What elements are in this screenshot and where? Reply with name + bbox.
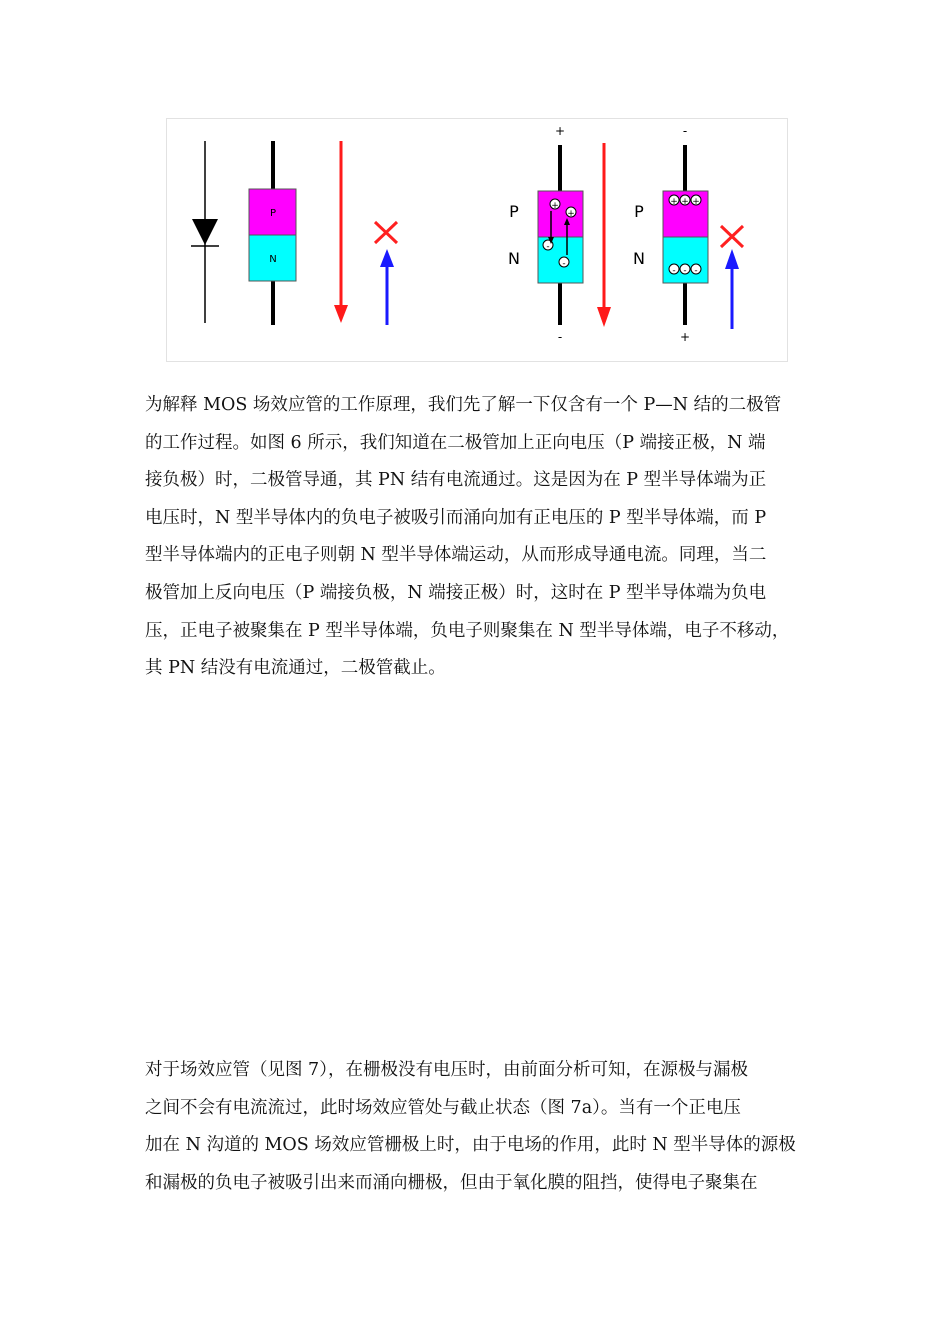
minus-terminal-label: -	[557, 330, 563, 344]
paragraph-diode-explanation	[145, 387, 810, 688]
text-line: 和漏极的负电子被吸引出来而涌向栅极，但由于氧化膜的阻挡，使得电子聚集在	[145, 1172, 758, 1193]
blocked-x-right-icon	[721, 226, 743, 247]
n-region-label: N	[269, 254, 277, 265]
text-line: 为解释 MOS 场效应管的工作原理，我们先了解一下仅含有一个 P—N 结的二极管	[145, 395, 782, 415]
svg-text:-: -	[694, 266, 698, 276]
text-line: 其 PN 结没有电流通过，二极管截止。	[145, 658, 446, 679]
forward-current-arrow-icon	[334, 141, 348, 323]
p-side-label-right: P	[634, 202, 644, 221]
text-line: 电压时，N 型半导体内的负电子被吸引而涌向加有正电压的 P 型半导体端，而 P	[145, 507, 767, 528]
plus-terminal-bottom-label: +	[679, 330, 691, 344]
text-line: 对于场效应管（见图 7），在栅极没有电压时，由前面分析可知，在源极与漏极	[145, 1060, 748, 1080]
minus-terminal-top-label: -	[682, 124, 688, 138]
diode-pn-figure	[166, 118, 788, 362]
pn-junction-reverse	[633, 124, 708, 344]
blocked-current-arrow-icon	[380, 249, 394, 325]
svg-text:-: -	[683, 266, 687, 276]
svg-text:+: +	[670, 197, 678, 207]
p-side-label: P	[509, 202, 519, 221]
svg-text:-: -	[672, 266, 676, 276]
paragraph-fet-explanation	[145, 1052, 810, 1202]
figure-svg	[167, 119, 787, 361]
plus-terminal-label: +	[554, 124, 566, 138]
svg-text:-: -	[546, 242, 550, 252]
p-region-label: P	[269, 208, 277, 219]
svg-text:+: +	[692, 197, 700, 207]
svg-text:+: +	[567, 209, 575, 219]
forward-current-arrow-right-icon	[597, 143, 611, 327]
text-line: 压，正电子被聚集在 P 型半导体端，负电子则聚集在 N 型半导体端，电子不移动，	[145, 620, 790, 641]
text-line: 接负极）时，二极管导通，其 PN 结有电流通过。这是因为在 P 型半导体端为正	[145, 470, 767, 491]
n-side-label-right: N	[633, 249, 645, 268]
text-line: 之间不会有电流流过，此时场效应管处与截止状态（图 7a）。当有一个正电压	[145, 1097, 741, 1118]
blocked-current-arrow-right-icon	[725, 249, 739, 329]
n-side-label: N	[508, 249, 520, 268]
diode-symbol-icon	[191, 141, 219, 323]
svg-text:+: +	[681, 197, 689, 207]
text-line: 的工作过程。如图 6 所示，我们知道在二极管加上正向电压（P 端接正极，N 端	[145, 432, 766, 453]
text-line: 加在 N 沟道的 MOS 场效应管栅极上时，由于电场的作用，此时 N 型半导体的源极	[145, 1135, 796, 1156]
svg-text:+: +	[551, 201, 559, 211]
text-line: 极管加上反向电压（P 端接负极，N 端接正极）时，这时在 P 型半导体端为负电	[145, 582, 767, 603]
blocked-x-icon	[375, 222, 397, 243]
pn-junction-forward	[508, 124, 583, 344]
pn-junction-left	[249, 141, 296, 325]
svg-text:-: -	[562, 259, 566, 269]
text-line: 型半导体端内的正电子则朝 N 型半导体端运动，从而形成导通电流。同理，当二	[145, 545, 767, 566]
